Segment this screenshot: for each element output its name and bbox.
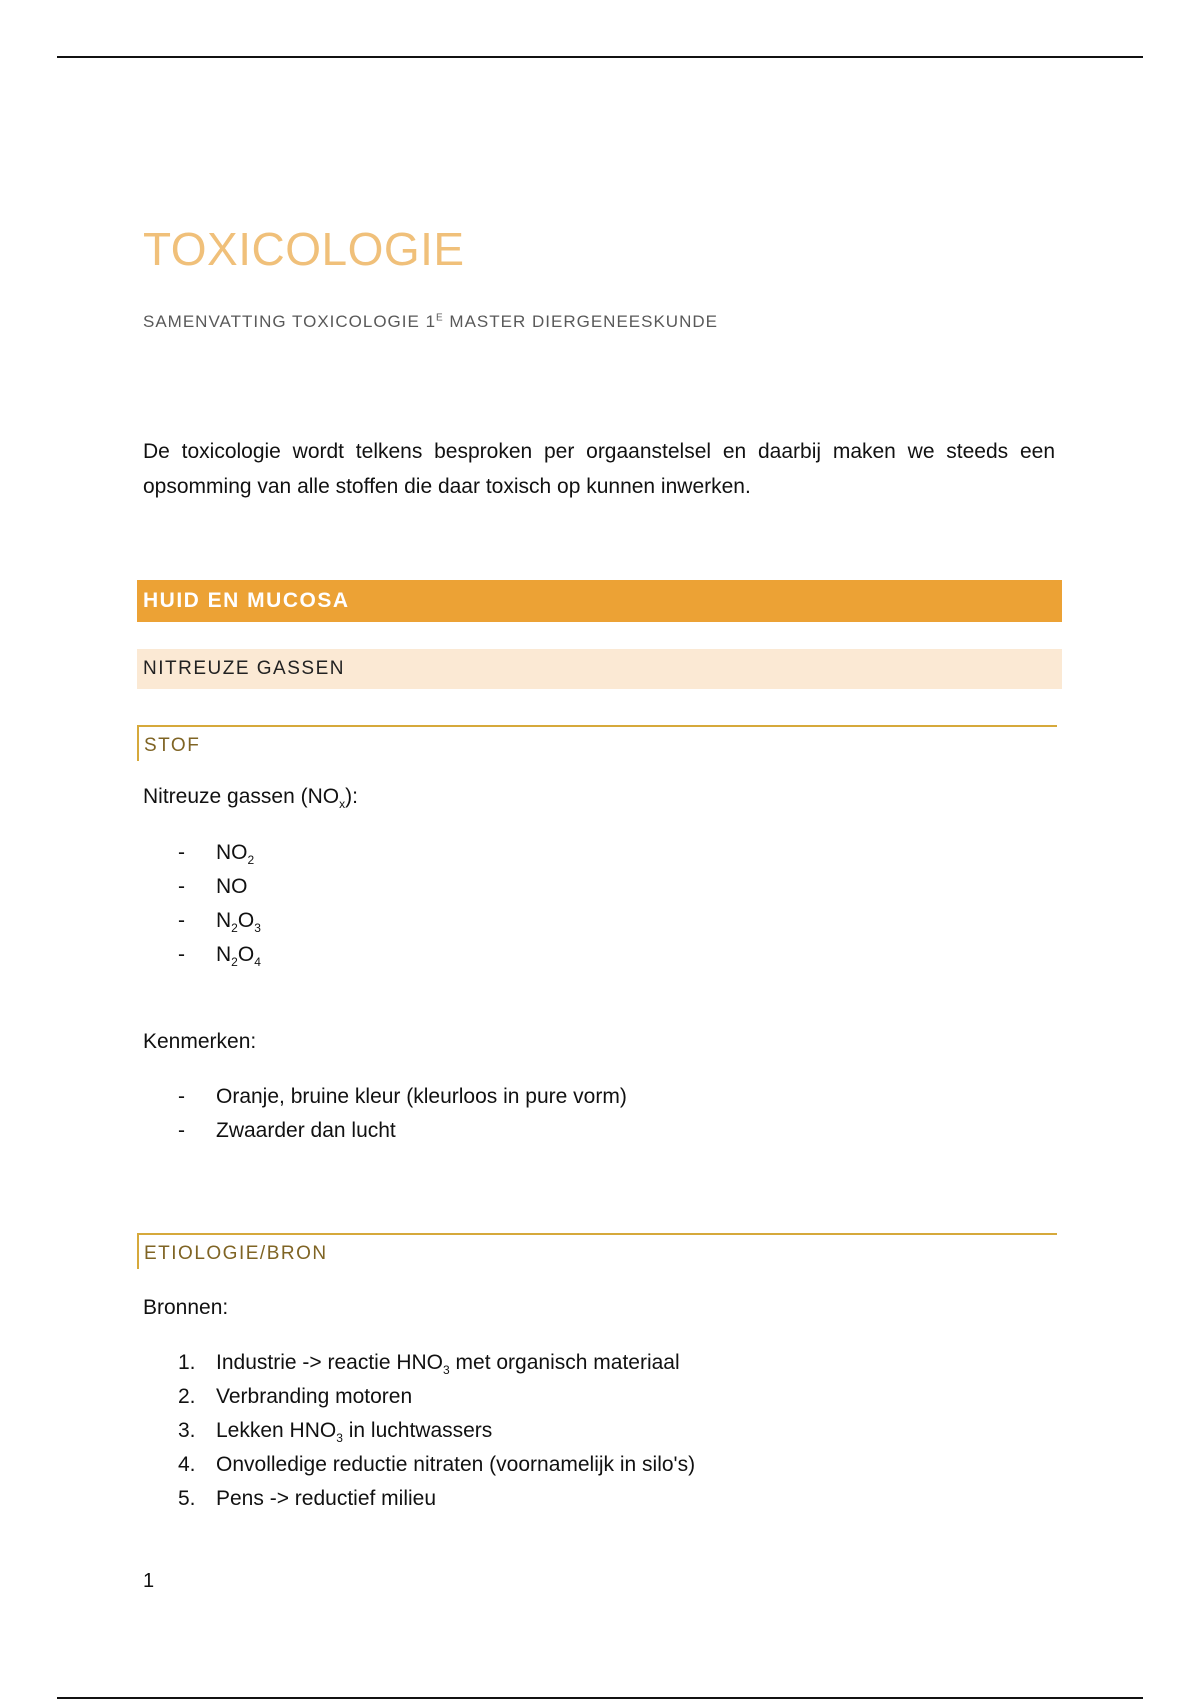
document-title: TOXICOLOGIE bbox=[143, 223, 465, 275]
kenmerken-list bbox=[178, 1080, 627, 1148]
list-item: 4. Onvolledige reductie nitraten (voornamelijk in silo's) bbox=[178, 1453, 696, 1476]
stof-intro-text: Nitreuze gassen (NO bbox=[143, 785, 340, 808]
dash-bullet: - bbox=[178, 909, 185, 932]
kenmerken-label: Kenmerken: bbox=[143, 1030, 257, 1053]
section-heading-text: HUID EN MUCOSA bbox=[143, 589, 350, 612]
list-item: - $N_2O_3$ bbox=[178, 904, 261, 938]
dash-bullet: - bbox=[178, 841, 185, 864]
etiologie-heading bbox=[137, 1233, 1057, 1269]
dash-bullet: - bbox=[178, 875, 185, 898]
list-item: 5. Pens -> reductief milieu bbox=[178, 1487, 437, 1510]
subsection-heading-text: NITREUZE GASSEN bbox=[143, 658, 345, 679]
stof-intro bbox=[143, 785, 358, 811]
intro-paragraph: De toxicologie wordt telkens besproken per orgaanstelsel en daarbij maken we steeds een opsomming van alle stoffen die daar toxisch op kunnen inwerken. bbox=[143, 440, 1055, 498]
subtitle-text-end: MASTER DIERGENEESKUNDE bbox=[443, 312, 718, 331]
subtitle-text: SAMENVATTING TOXICOLOGIE 1 bbox=[143, 312, 437, 331]
subsection-heading bbox=[137, 649, 1062, 689]
list-item: 2. Verbranding motoren bbox=[178, 1385, 413, 1408]
stof-heading-text: STOF bbox=[144, 735, 201, 756]
list-item: - NO bbox=[178, 870, 261, 904]
list-item: 3. Lekken $HNO_3$ in luchtwassers bbox=[178, 1419, 493, 1446]
dash-bullet: - bbox=[178, 943, 185, 966]
list-item: - $NO_2$ bbox=[178, 836, 261, 870]
page-number: 1 bbox=[143, 1570, 155, 1592]
etiologie-heading-text: ETIOLOGIE/BRON bbox=[144, 1243, 328, 1264]
stof-list bbox=[178, 836, 261, 972]
bronnen-label: Bronnen: bbox=[143, 1296, 229, 1319]
list-item: - Zwaarder dan lucht bbox=[178, 1114, 627, 1148]
list-item: 1. Industrie -> reactie $HNO_3$ met organisch materiaal bbox=[178, 1351, 680, 1378]
stof-intro-end: ): bbox=[345, 785, 358, 808]
top-rule bbox=[57, 56, 1143, 58]
dash-bullet: - bbox=[178, 1085, 185, 1108]
list-item: - $N_2O_4$ bbox=[178, 938, 261, 972]
bronnen-list bbox=[178, 1346, 695, 1516]
subtitle-superscript: E bbox=[436, 312, 444, 324]
stof-intro-subscript: x bbox=[339, 797, 346, 812]
list-item: - Oranje, bruine kleur (kleurloos in pure vorm) bbox=[178, 1080, 627, 1114]
bottom-rule bbox=[57, 1697, 1143, 1699]
document-subtitle bbox=[143, 312, 718, 332]
stof-heading bbox=[137, 725, 1057, 761]
dash-bullet: - bbox=[178, 1119, 185, 1142]
section-heading bbox=[137, 580, 1062, 622]
